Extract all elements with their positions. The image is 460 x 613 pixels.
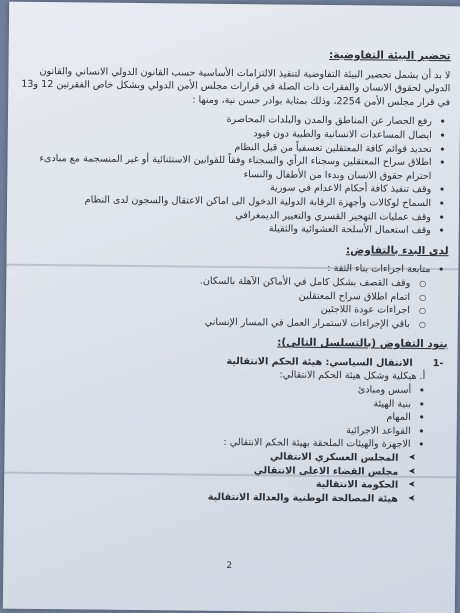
item-number: -1 [432, 357, 444, 370]
section-heading-negotiation-items: بنود التفاوض (بالتسلسل التالي): [277, 336, 448, 351]
document-body [14, 46, 451, 507]
confidence-followup-list [16, 273, 449, 332]
page-number: 2 [226, 560, 233, 572]
section-heading-start-negotiation: لدى البدء بالتفاوض: [345, 243, 449, 257]
intro-paragraph: لا بد أن يشمل تحضير البيئة التفاوضية لتنفيذ الالتزامات الأساسية حسب القانون الدولي الانساني والقانون الدولي لحقوق الانسان والفقرات ذات الصلة في قرارات مجلس الأمن الدولي وبشكل خاص الفقرتين 12 و13 في قرار مجلس الأمن 2254، وذلك بمثابة بوادر حسن نية، ومنها : [21, 65, 451, 109]
list-item: • وقف تنفيذ كافة أحكام الاعدام في سورية [17, 179, 449, 197]
list-item: • ايصال المساعدات الانسانية والطبية دون قيود [18, 125, 450, 143]
list-item: ➤ المجلس العسكري الانتقالي [14, 448, 446, 466]
section-heading-negotiation-environment: تحضير البيئة التفاوضية: [328, 49, 451, 63]
confidence-measures-list [17, 111, 450, 238]
list-item: • المهام [15, 407, 447, 425]
list-item: • بنية الهيئة [15, 393, 447, 411]
list-item: ○ اجراءات عودة اللاجئين [16, 300, 448, 318]
list-item: • أسس ومبادئ [15, 380, 447, 398]
list-item: • السماح لوكالات وأجهزة الرقابة الدولية الدخول الى اماكن الاعتقال والسجون لدى النظام [17, 193, 449, 211]
transitional-bodies-list [14, 448, 447, 507]
list-item: • وقف استعمال الأسلحة العشوائية والثقيلة [17, 220, 449, 238]
list-item: • متابعة اجراءات بناء الثقة : [16, 259, 448, 277]
list-item: • الاجهزة والهيئات الملحقة بهيئة الحكم الانتقالي : [15, 434, 447, 452]
list-item: • رفع الحصار عن المناطق والمدن والبلدات المحاصرة [18, 111, 450, 129]
document-page [3, 2, 460, 613]
list-item: • اطلاق سراح المعتقلين وسجناء الرأي والسجناء وفقاً للقوانين الاستثنائية أو غير المنسجمة مع مبادىء احترام حقوق الانسان وبدءا من الأطفال والنساء [17, 152, 449, 184]
list-item: ○ اتمام اطلاق سراح المعتقلين [16, 286, 448, 304]
list-item: • القواعد الاجرائية [15, 421, 447, 439]
lettered-item-structure: أ. هيكلية وشكل هيئة الحكم الانتقالي: [279, 369, 426, 383]
list-item: ➤ مجلس القضاء الاعلى الانتقالي [14, 461, 446, 479]
list-item: ➤ الحكومة الانتقالية [14, 475, 446, 493]
list-item: • تحديد قوائم كافة المعتقلين تعسفياً من قبل النظام [18, 138, 450, 156]
list-item: • وقف عمليات التهجير القسري والتغيير الديمغرافي [17, 206, 449, 224]
structure-list [15, 380, 448, 452]
list-item: ○ باقي الإجراءات لاستمرار العمل في المسار الإنساني [16, 313, 448, 331]
list-item: ○ وقف القصف بشكل كامل في الأماكن الآهلة بالسكان. [16, 273, 448, 291]
list-item: ➤ هيئة المصالحة الوطنية والعدالة الانتقالية [14, 489, 446, 507]
item-text: الانتقال السياسي: هيئة الحكم الانتقالية [226, 355, 413, 369]
